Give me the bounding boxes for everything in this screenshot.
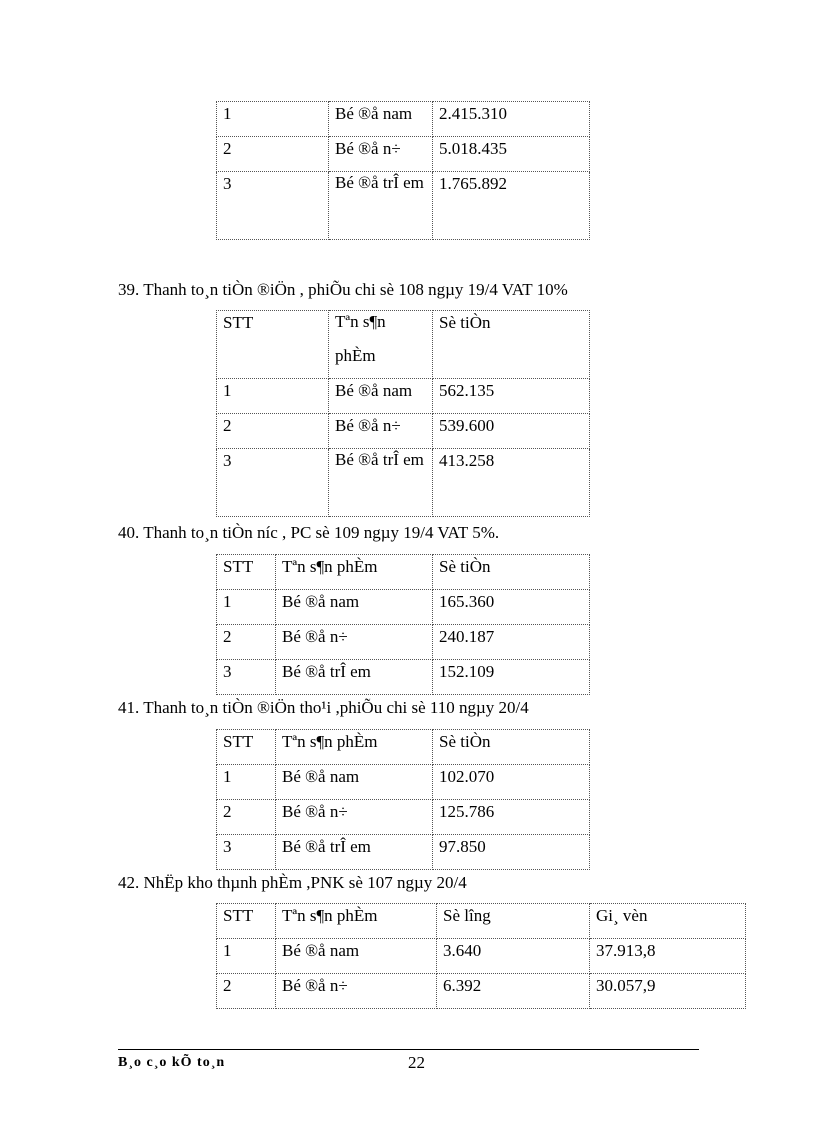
cell-cost: 37.913,8 [590,939,746,974]
cell-amount: 125.786 [433,800,590,835]
cell-stt: 1 [217,102,329,137]
cell-product-text: Bé ®å trÎ em [335,173,424,192]
cell-amount: 413.258 [433,449,590,517]
table-42 [216,903,746,1009]
header-amount: Sè tiÒn [433,311,590,379]
header-stt: STT [217,730,276,765]
header-product-text: Tªn s¶n phÈm [335,312,386,365]
cell-stt: 2 [217,137,329,172]
cell-product: Bé ®å n÷ [276,625,433,660]
table-row [217,379,590,414]
table-header-row [217,311,590,379]
table-row [217,590,590,625]
header-product: Tªn s¶n phÈm [276,730,433,765]
section-39-heading: 39. Thanh to¸n tiÒn ®iÖn , phiÕu chi sè 108 ngµy 19/4 VAT 10% [118,280,568,299]
cell-stt: 3 [217,449,329,517]
cell-amount: 97.850 [433,835,590,870]
cell-product: Bé ®å n÷ [329,137,433,172]
cell-quantity: 6.392 [437,974,590,1009]
table-header-row [217,730,590,765]
cell-product: Bé ®å n÷ [276,800,433,835]
header-cost: Gi¸ vèn [590,904,746,939]
cell-product: Bé ®å nam [276,590,433,625]
header-product [329,311,433,379]
cell-stt: 2 [217,800,276,835]
cell-cost: 30.057,9 [590,974,746,1009]
cell-amount: 165.360 [433,590,590,625]
table-row [217,625,590,660]
table-row [217,835,590,870]
header-product: Tªn s¶n phÈm [276,555,433,590]
cell-stt: 2 [217,414,329,449]
cell-stt: 2 [217,625,276,660]
header-stt: STT [217,311,329,379]
table-39 [216,310,590,517]
section-41-heading: 41. Thanh to¸n tiÒn ®iÖn tho¹i ,phiÕu chi sè 110 ngµy 20/4 [118,698,529,717]
section-42-heading: 42. NhËp kho thµnh phÈm ,PNK sè 107 ngµy 20/4 [118,873,467,892]
table-header-row [217,555,590,590]
cell-stt: 3 [217,172,329,240]
cell-amount: 2.415.310 [433,102,590,137]
cell-amount: 1.765.892 [433,172,590,240]
table-row [217,939,746,974]
table-row [217,800,590,835]
table-row [217,765,590,800]
cell-stt: 1 [217,765,276,800]
table-row [217,449,590,517]
page-number: 22 [408,1053,425,1072]
cell-amount: 102.070 [433,765,590,800]
cell-product: Bé ®å n÷ [276,974,437,1009]
table-row [217,172,590,240]
footer-divider [118,1049,699,1050]
cell-product: Bé ®å trÎ em [276,660,433,695]
cell-stt: 1 [217,590,276,625]
footer-title: B¸o c¸o kÕ to¸n [118,1055,226,1070]
header-quantity: Sè lîng [437,904,590,939]
header-product: Tªn s¶n phÈm [276,904,437,939]
header-amount: Sè tiÒn [433,730,590,765]
cell-stt: 3 [217,660,276,695]
header-amount: Sè tiÒn [433,555,590,590]
cell-product: Bé ®å nam [329,102,433,137]
cell-product: Bé ®å trÎ em [276,835,433,870]
cell-product [329,172,433,240]
cell-product: Bé ®å n÷ [329,414,433,449]
cell-stt: 1 [217,939,276,974]
cell-stt: 2 [217,974,276,1009]
table-header-row [217,904,746,939]
cell-stt: 1 [217,379,329,414]
cell-quantity: 3.640 [437,939,590,974]
table-row [217,102,590,137]
section-40-heading: 40. Thanh to¸n tiÒn níc , PC sè 109 ngµy 19/4 VAT 5%. [118,523,500,542]
cell-product-text: Bé ®å trÎ em [335,450,424,469]
table-41 [216,729,590,870]
table-40 [216,554,590,695]
cell-amount: 152.109 [433,660,590,695]
cell-amount: 5.018.435 [433,137,590,172]
table-row [217,660,590,695]
cell-product [329,449,433,517]
cell-amount: 539.600 [433,414,590,449]
table-top [216,101,590,240]
table-row [217,974,746,1009]
cell-product: Bé ®å nam [276,765,433,800]
cell-product: Bé ®å nam [276,939,437,974]
header-stt: STT [217,555,276,590]
cell-product: Bé ®å nam [329,379,433,414]
cell-amount: 562.135 [433,379,590,414]
cell-amount: 240.187 [433,625,590,660]
header-stt: STT [217,904,276,939]
cell-stt: 3 [217,835,276,870]
